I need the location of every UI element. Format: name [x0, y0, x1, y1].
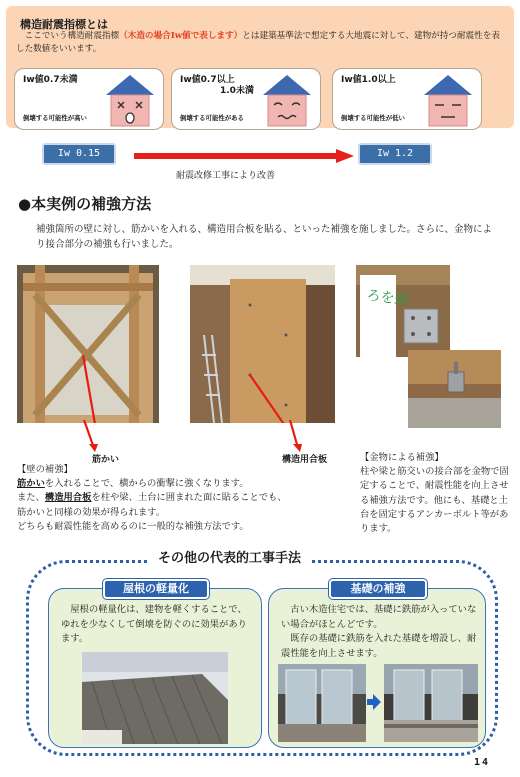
- anchor-bolt-photo: [408, 350, 501, 428]
- level-note: 倒壊する可能性がある: [180, 114, 244, 122]
- level-card-low: [14, 68, 164, 130]
- level-title: Iw値0.7以上 1.0未満: [180, 75, 254, 96]
- wall-heading: 【壁の補強】: [17, 464, 73, 475]
- roof-lightening-text: 屋根の軽量化は、建物を軽くすることで、ゆれを少なくして倒壊を防ぐのに効果があります。: [61, 604, 247, 644]
- brace-pointer-icon: [80, 420, 100, 452]
- improvement-caption: 耐震改修工事により改善: [176, 171, 276, 181]
- roof-photo: [82, 652, 228, 744]
- foundation-before-photo: [278, 664, 366, 742]
- house-crying-icon: [103, 73, 157, 129]
- foundation-after-photo: [384, 664, 478, 742]
- roof-lightening-badge: 屋根の軽量化: [103, 579, 209, 599]
- level-note: 倒壊する可能性が高い: [23, 114, 87, 122]
- section-text: 補強箇所の壁に対し、筋かいを入れる、構造用合板を貼る、といった補強を施しました。さらに、金物により接合部分の補強も行いました。: [36, 224, 493, 250]
- level-note: 倒壊する可能性が低い: [341, 114, 405, 122]
- brace-caption: 筋かい: [92, 455, 120, 465]
- seismic-index-box: [6, 6, 514, 128]
- level-card-medium: [171, 68, 321, 130]
- section-heading: ●本実例の補強方法: [18, 195, 152, 213]
- brace-photo: [17, 265, 159, 423]
- house-worried-icon: [260, 73, 314, 129]
- foundation-badge: 基礎の補強: [329, 579, 427, 599]
- iw-before-badge: Iw 0.15: [42, 143, 116, 165]
- metal-heading: 【金物による補強】: [360, 452, 444, 463]
- index-description: ここでいう構造耐震指標（木造の場合Iw値で表します）とは建築基準法で想定する大地震に対して、建物が持つ耐震性を表した数値をいいます。: [16, 31, 500, 54]
- level-card-high: [332, 68, 482, 130]
- level-title: Iw値0.7未満: [23, 75, 78, 85]
- sign-text: ろを頭: [365, 287, 410, 309]
- page-number: 14: [474, 757, 491, 768]
- plywood-caption: 構造用合板: [282, 455, 328, 465]
- before-after-arrow-icon: [367, 694, 381, 710]
- wall-reinforcement-text: 【壁の補強】 筋かいを入れることで、横からの衝撃に強くなります。 また、構造用合板を柱や梁、土台に囲まれた面に貼ることでも、 筋かいと同様の効果が得られます。 どちらも耐震性能を高めるのに一般的な補強方法です。: [17, 463, 347, 534]
- foundation-text: 古い木造住宅では、基礎に鉄筋が入っていない場合がほとんどです。 既存の基礎に鉄筋を入れた基礎を増設し、耐震性能を向上させます。: [281, 604, 477, 659]
- level-title: Iw値1.0以上: [341, 75, 396, 85]
- improvement-arrow-icon: [134, 149, 354, 163]
- iw-after-badge: Iw 1.2: [358, 143, 432, 165]
- other-methods-title: その他の代表的工事手法: [150, 547, 309, 566]
- plywood-photo: [190, 265, 335, 423]
- metal-fitting-photo: [356, 265, 450, 357]
- index-description-highlight: （木造の場合Iw値で表します）: [119, 31, 243, 41]
- index-title: 構造耐震指標とは: [20, 18, 108, 31]
- plywood-pointer-icon: [288, 420, 306, 452]
- metal-reinforcement-text: 【金物による補強】 柱や梁と筋交いの接合部を金物で固定することで、耐震性能を向上させる補強方法です。他にも、基礎と土台を固定するアンカーボルト等があります。: [360, 452, 509, 535]
- house-calm-icon: [421, 73, 475, 129]
